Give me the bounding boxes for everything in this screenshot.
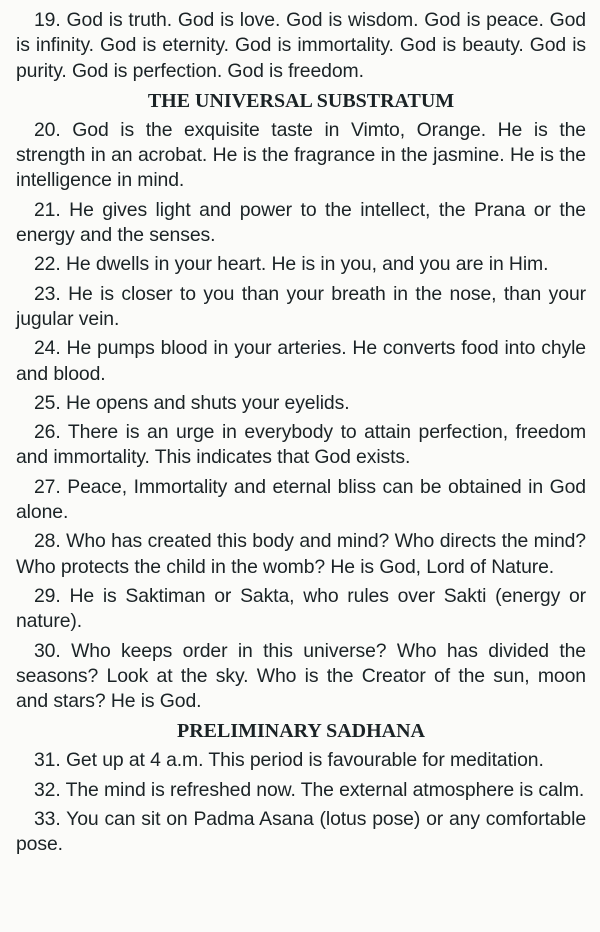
item-number: 20. — [34, 118, 61, 141]
paragraph-33 — [16, 807, 586, 858]
item-number: 29. — [34, 584, 61, 607]
item-number: 25. — [34, 391, 61, 414]
paragraph-30 — [16, 639, 586, 715]
item-number: 30. — [34, 639, 61, 662]
item-number: 21. — [34, 198, 61, 221]
paragraph-28 — [16, 529, 586, 580]
item-number: 31. — [34, 749, 61, 772]
item-number: 23. — [34, 282, 61, 305]
paragraph-31 — [16, 748, 586, 773]
item-number: 32. — [34, 778, 61, 801]
section-heading-preliminary-sadhana: PRELIMINARY SADHANA — [176, 720, 425, 743]
item-text: Peace, Immortality and eternal bliss can be obtained in God alone. — [16, 475, 586, 524]
paragraph-22 — [16, 252, 586, 277]
paragraph-23 — [16, 282, 586, 333]
paragraph-24 — [16, 336, 586, 387]
paragraph-20 — [16, 118, 586, 194]
paragraph-32 — [16, 778, 586, 803]
item-text: He opens and shuts your eyelids. — [65, 391, 350, 414]
paragraph-25 — [16, 391, 586, 416]
item-text: He pumps blood in your arteries. He converts food into chyle and blood. — [16, 337, 586, 385]
item-number: 27. — [34, 475, 61, 498]
item-text: The mind is refreshed now. The external atmosphere is calm. — [65, 778, 585, 801]
paragraph-21 — [16, 198, 586, 249]
paragraph-27 — [16, 475, 586, 526]
item-text: He is Saktiman or Sakta, who rules over Sakti (energy or nature). — [16, 584, 586, 633]
item-text: Who has created this body and mind? Who directs the mind? Who protects the child in the womb? He is God, Lord of Nature. — [16, 530, 586, 578]
item-number: 33. — [34, 808, 61, 831]
item-number: 19. — [34, 9, 61, 31]
paragraph-26 — [16, 420, 586, 471]
item-text: God is the exquisite taste in Vimto, Orange. He is the strength in an acrobat. He is the fragrance in the jasmine. He is the intelligence in mind. — [16, 118, 586, 192]
item-text: Who keeps order in this universe? Who has divided the seasons? Look at the sky. Who is the Creator of the sun, moon and stars? He is God. — [16, 639, 586, 713]
item-number: 24. — [34, 337, 61, 360]
item-text: He dwells in your heart. He is in you, and you are in Him. — [65, 253, 549, 276]
item-text: You can sit on Padma Asana (lotus pose) or any comfortable pose. — [16, 808, 586, 856]
item-text: Get up at 4 a.m. This period is favourable for meditation. — [65, 749, 544, 772]
item-number: 22. — [34, 253, 61, 276]
paragraph-29 — [16, 584, 586, 635]
item-text: He gives light and power to the intellect, the Prana or the energy and the senses. — [16, 198, 586, 247]
item-text: There is an urge in everybody to attain perfection, freedom and immortality. This indicates that God exists. — [16, 421, 586, 469]
item-number: 26. — [34, 421, 61, 444]
paragraph-19 — [16, 8, 586, 84]
section-heading-universal-substratum: THE UNIVERSAL SUBSTRATUM — [147, 89, 455, 112]
item-text: God is truth. God is love. God is wisdom. God is peace. God is infinity. God is eternity. God is immortality. God is beauty. God is purity. God is perfection. God is freedom. — [16, 9, 586, 82]
item-text: He is closer to you than your breath in the nose, than your jugular vein. — [16, 282, 586, 330]
item-number: 28. — [34, 530, 61, 553]
